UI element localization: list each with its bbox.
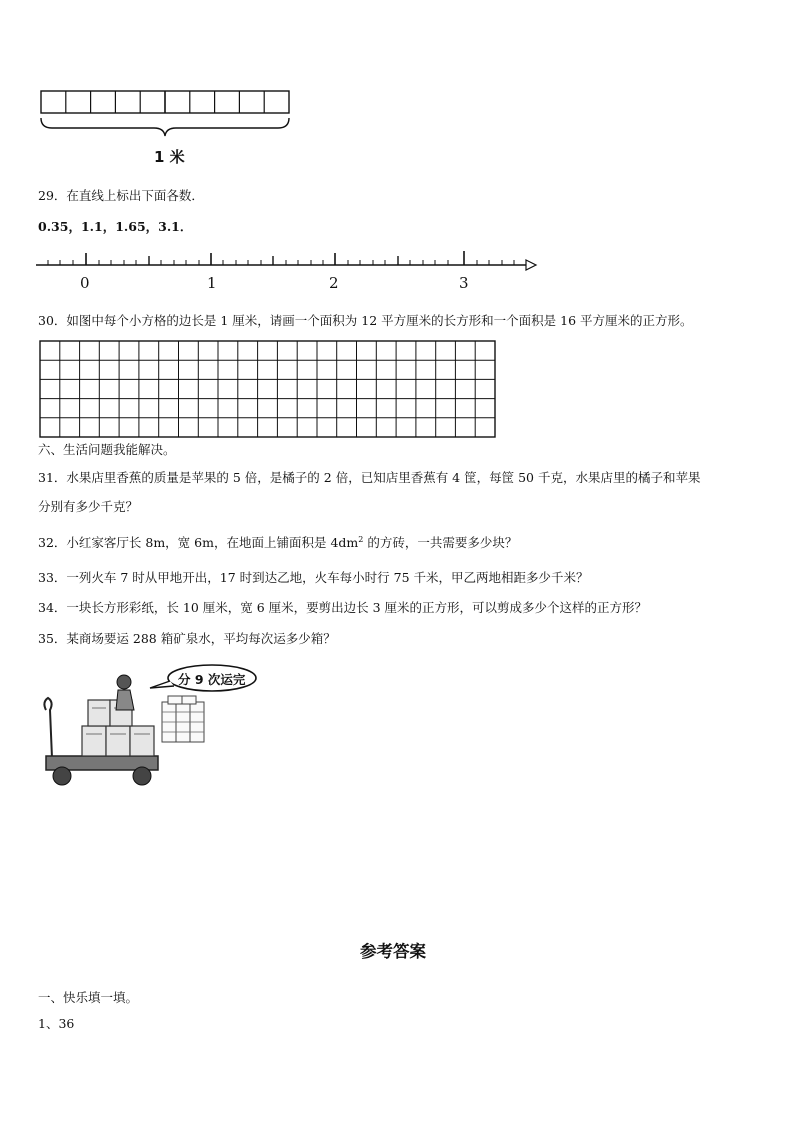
question-33: 33．一列火车 7 时从甲地开出，17 时到达乙地，火车每小时行 75 千米，甲乙两地相距多少千米？ bbox=[38, 570, 589, 585]
question-35: 35．某商场要运 288 箱矿泉水，平均每次运多少箱？ bbox=[38, 631, 336, 646]
question-32-sup: 2 bbox=[358, 535, 364, 544]
speech-bubble-text: 分 9 次运完 bbox=[178, 672, 246, 687]
meter-ruler-figure bbox=[38, 90, 294, 170]
answers-title: 参考答案 bbox=[360, 942, 426, 961]
tick-label-1: 1 bbox=[207, 274, 217, 292]
number-line bbox=[36, 247, 540, 295]
tick-label-3: 3 bbox=[459, 274, 469, 292]
brace bbox=[41, 118, 289, 136]
question-31-line2: 分别有多少千克？ bbox=[38, 499, 139, 514]
question-29-numbers: 0.35，1.1，1.65，3.1． bbox=[38, 219, 193, 234]
tick-label-0: 0 bbox=[80, 274, 90, 292]
number-line-axis bbox=[36, 247, 540, 273]
question-32 bbox=[38, 532, 517, 551]
question-30: 30．如图中每个小方格的边长是 1 厘米，请画一个面积为 12 平方厘米的长方形和一个面积是 16 平方厘米的正方形。 bbox=[38, 313, 693, 328]
answers-section-1: 一、快乐填一填。 bbox=[38, 990, 139, 1005]
question-32-text: 32．小红家客厅长 8m，宽 6m，在地面上铺面积是 4dm bbox=[38, 535, 359, 551]
answer-1: 1、36 bbox=[38, 1016, 75, 1031]
grid-svg bbox=[39, 340, 497, 439]
hand-truck-illustration bbox=[38, 662, 260, 792]
question-29: 29．在直线上标出下面各数． bbox=[38, 188, 204, 203]
meter-ruler bbox=[38, 90, 294, 140]
question-34: 34．一块长方形彩纸，长 10 厘米，宽 6 厘米，要剪出边长 3 厘米的正方形，可以剪成多少个这样的正方形？ bbox=[38, 600, 648, 615]
square-grid bbox=[39, 340, 497, 439]
ruler-label: 1 米 bbox=[154, 148, 185, 166]
question-31-line1: 31．水果店里香蕉的质量是苹果的 5 倍，是橘子的 2 倍，已知店里香蕉有 4 筐，每筐 50 千克，水果店里的橘子和苹果 bbox=[38, 470, 701, 485]
section-6-title: 六、生活问题我能解决。 bbox=[38, 442, 176, 457]
question-32-text-end: 的方砖，一共需要多少块？ bbox=[363, 535, 518, 551]
tick-label-2: 2 bbox=[329, 274, 339, 292]
